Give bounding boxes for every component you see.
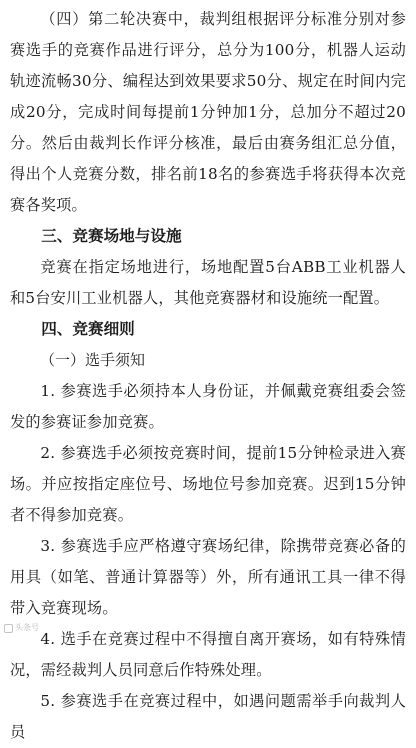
rule-item-4: 4. 选手在竞赛过程中不得擅自离开赛场，如有特殊情况，需经裁判人员同意后作特殊处理。 xyxy=(10,630,406,679)
section-heading-venue-facilities: 三、竞赛场地与设施 xyxy=(41,227,182,245)
rule-item-2: 2. 参赛选手必须按竞赛时间，提前15分钟检录进入赛场。并应按指定座位号、场地位号参加竞赛。迟到15分钟者不得参加竞赛。 xyxy=(10,444,406,524)
watermark-text: 头条号 xyxy=(15,623,39,632)
subsection-heading-contestant-notice: （一）选手须知 xyxy=(40,351,146,369)
paragraph-venue-config: 竞赛在指定场地进行，场地配置5台ABB工业机器人和5台安川工业机器人，其他竞赛器材和设施统一配置。 xyxy=(10,258,406,307)
section-heading-competition-rules: 四、竞赛细则 xyxy=(41,320,135,338)
watermark xyxy=(4,623,39,633)
paragraph-final-round-scoring: （四）第二轮决赛中，裁判组根据评分标准分别对参赛选手的竞赛作品进行评分，总分为100分，机器人运动轨迹流畅30分、编程达到效果要求50分、规定在时间内完成20分，完成时间每提前1分钟加1分，总加分不超过20分。然后由裁判长作评分核准，最后由赛务组汇总分值，得出个人竞赛分数，排名前18名的参赛选手将获得本次竞赛各奖项。 xyxy=(10,10,406,214)
rule-item-5: 5. 参赛选手在竞赛过程中，如遇问题需举手向裁判人员 xyxy=(10,692,406,741)
watermark-logo-icon xyxy=(4,624,13,633)
rule-item-1: 1. 参赛选手必须持本人身份证，并佩戴竞赛组委会签发的参赛证参加竞赛。 xyxy=(10,382,406,431)
rule-item-3: 3. 参赛选手应严格遵守赛场纪律，除携带竞赛必备的用具（如笔、普通计算器等）外，所有通讯工具一律不得带入竞赛现场。 xyxy=(10,537,406,617)
